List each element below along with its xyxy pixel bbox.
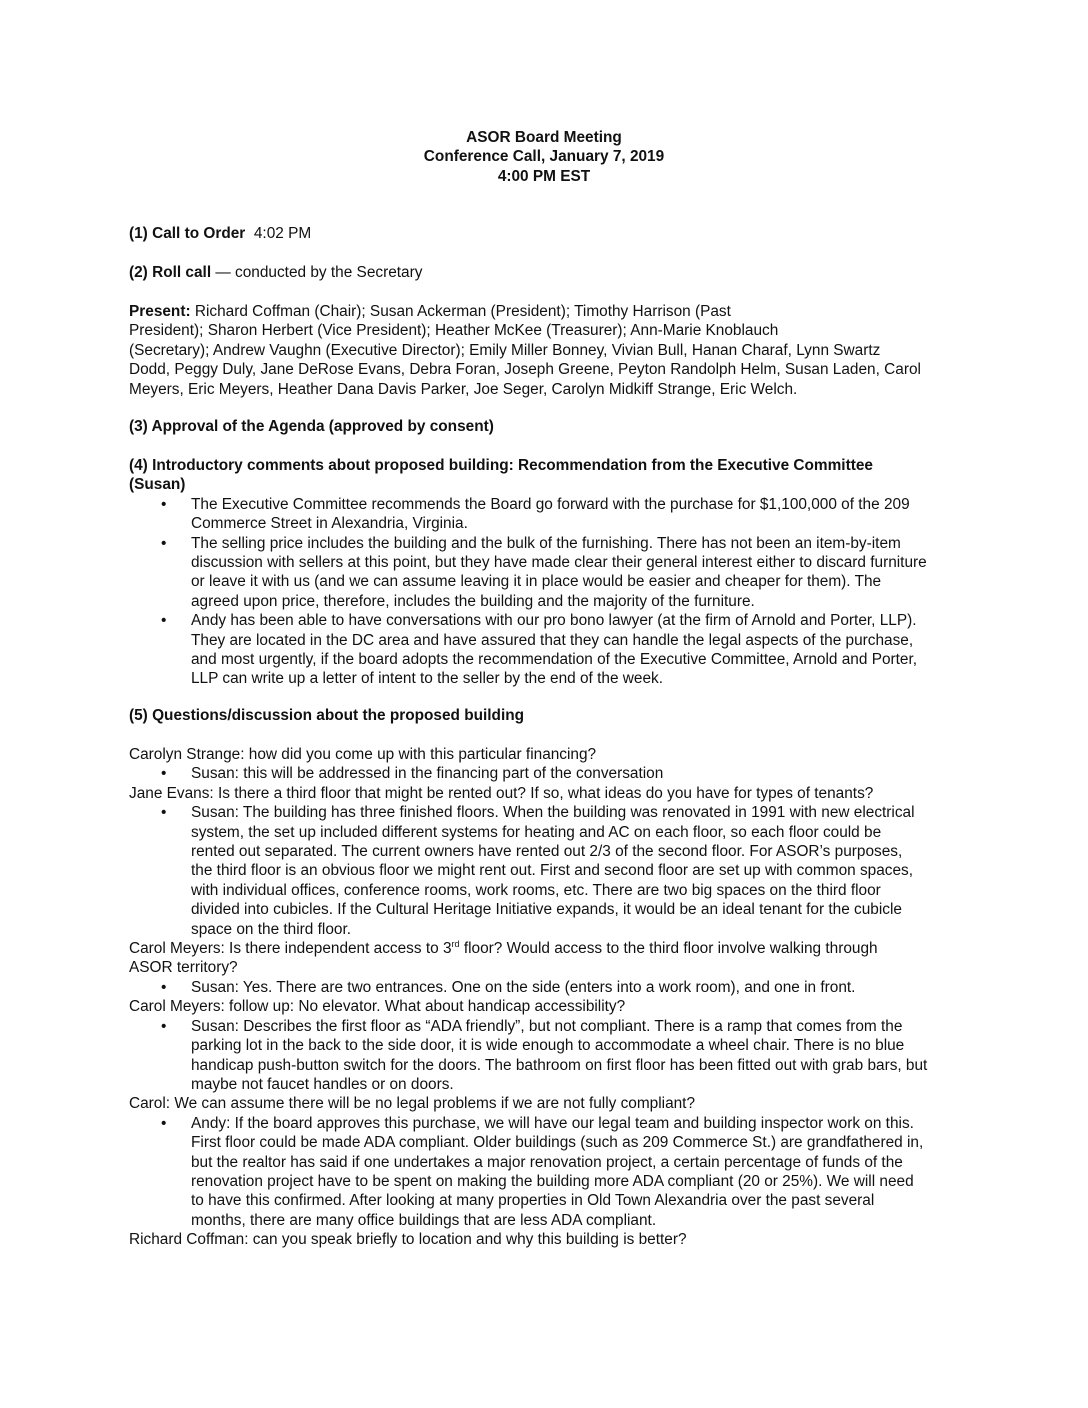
list-item: • Susan: Describes the first floor as “ADA friendly”, but not compliant. There is a ramp that comes from the parking lot in the back to the side door, it is wide enough to accommodate a wheel chair. There is no blue handicap push-button switch for the doors. The bathroom on first floor has been fitted out with grab bars, but maybe not faucet handles or on doors. bbox=[129, 1017, 961, 1095]
list-item: • Susan: The building has three finished floors. When the building was renovated in 1991 with new electrical system, the set up included different systems for heating and AC on each floor, so each floor could be rented out separated. The current owners have rented out 2/3 of the second floor. For ASOR’s purposes, the third floor is an obvious floor we might rent out. First and second floor are set up with common spaces, with individual offices, conference rooms, work rooms, etc. There are two big spaces on the third floor divided into cubicles. If the Cultural Heritage Initiative expands, it would be an ideal tenant for the cubicle space on the third floor. bbox=[129, 803, 961, 939]
question-carolyn-strange: Carolyn Strange: how did you come up with this particular financing? bbox=[129, 746, 597, 763]
questions-discussion bbox=[129, 745, 961, 1250]
intro-bullets bbox=[129, 495, 961, 689]
present-label: Present: bbox=[129, 303, 191, 320]
list-item: • Susan: this will be addressed in the financing part of the conversation bbox=[129, 764, 961, 783]
list-item: • Andy: If the board approves this purchase, we will have our legal team and building inspector work on this. First floor could be made ADA compliant. Older buildings (such as 209 Commerce St.) are grandfathered in, but the realtor has said if one undertakes a major renovation project, a certain percentage of funds of the renovation project have to be spent on making the building more ADA compliant (20 or 25%). We will need to have this confirmed. After looking at many properties in Old Town Alexandria over the past several months, there are many office buildings that are less ADA compliant. bbox=[129, 1114, 961, 1230]
questions-heading: (5) Questions/discussion about the proposed building bbox=[129, 707, 525, 724]
call-to-order-heading: (1) Call to Order bbox=[129, 225, 246, 242]
question-carol-meyers: Carol Meyers: Is there independent access to 3rd floor? Would access to the third floor involve walking through ASOR territory? bbox=[129, 938, 878, 977]
list-item: • The selling price includes the building and the bulk of the furnishing. There has not been an item-by-item discussion with sellers at this point, but they have made clear their general interest either to discard furniture or leave it with us (and we can assume leaving it in place would be easier and cheaper for them). The agreed upon price, therefore, includes the building and the majority of the furniture. bbox=[129, 534, 961, 612]
present-list: Present: Richard Coffman (Chair); Susan Ackerman (President); Timothy Harrison (Past President); Sharon Herbert (Vice President); Heather McKee (Treasurer); Ann-Marie Knoblauch (Secretary); Andrew Vaughn (Executive Director); Emily Miller Bonney, Vivian Bull, Hanan Charaf, Lynn Swartz Dodd, Peggy Duly, Jane DeRose Evans, Debra Foran, Joseph Greene, Peyton Randolph Helm, Susan Laden, Carol Meyers, Eric Meyers, Heather Dana Davis Parker, Joe Seger, Carolyn Midkiff Strange, Eric Welch. bbox=[129, 303, 921, 398]
roll-call-heading: (2) Roll call bbox=[129, 264, 212, 281]
roll-call-text: — conducted by the Secretary bbox=[215, 264, 423, 281]
meeting-subtitle: Conference Call, January 7, 2019 bbox=[423, 148, 665, 166]
question-carol-meyers-followup: Carol Meyers: follow up: No elevator. What about handicap accessibility? bbox=[129, 998, 626, 1016]
call-to-order-time: 4:02 PM bbox=[253, 225, 312, 242]
meeting-header bbox=[0, 128, 1088, 186]
question-carol: Carol: We can assume there will be no legal problems if we are not fully compliant? bbox=[129, 1095, 696, 1113]
roll-call bbox=[129, 263, 961, 282]
call-to-order bbox=[129, 224, 961, 243]
list-item: • The Executive Committee recommends the Board go forward with the purchase for $1,100,000 of the 209 Commerce Street in Alexandria, Virginia. bbox=[129, 495, 961, 534]
intro-section bbox=[129, 456, 961, 689]
agenda-heading: (3) Approval of the Agenda (approved by consent) bbox=[129, 418, 494, 435]
meeting-title: ASOR Board Meeting bbox=[466, 129, 622, 146]
list-item: • Andy has been able to have conversations with our pro bono lawyer (at the firm of Arnold and Porter, LLP). They are located in the DC area and have assured that they can handle the legal aspects of the purchase, and most urgently, if the board adopts the recommendation of the Executive Committee, Arnold and Porter, LLP can write up a letter of intent to the seller by the end of the week. bbox=[129, 611, 961, 689]
meeting-time: 4:00 PM EST bbox=[497, 167, 591, 185]
list-item: • Susan: Yes. There are two entrances. One on the side (enters into a work room), and one in front. bbox=[129, 978, 961, 997]
question-richard-coffman: Richard Coffman: can you speak briefly to location and why this building is better? bbox=[129, 1231, 687, 1249]
intro-heading: (4) Introductory comments about proposed building: Recommendation from the Executive Committee (Susan) bbox=[129, 457, 873, 494]
question-jane-evans: Jane Evans: Is there a third floor that might be rented out? If so, what ideas do you have for types of tenants? bbox=[129, 784, 874, 802]
